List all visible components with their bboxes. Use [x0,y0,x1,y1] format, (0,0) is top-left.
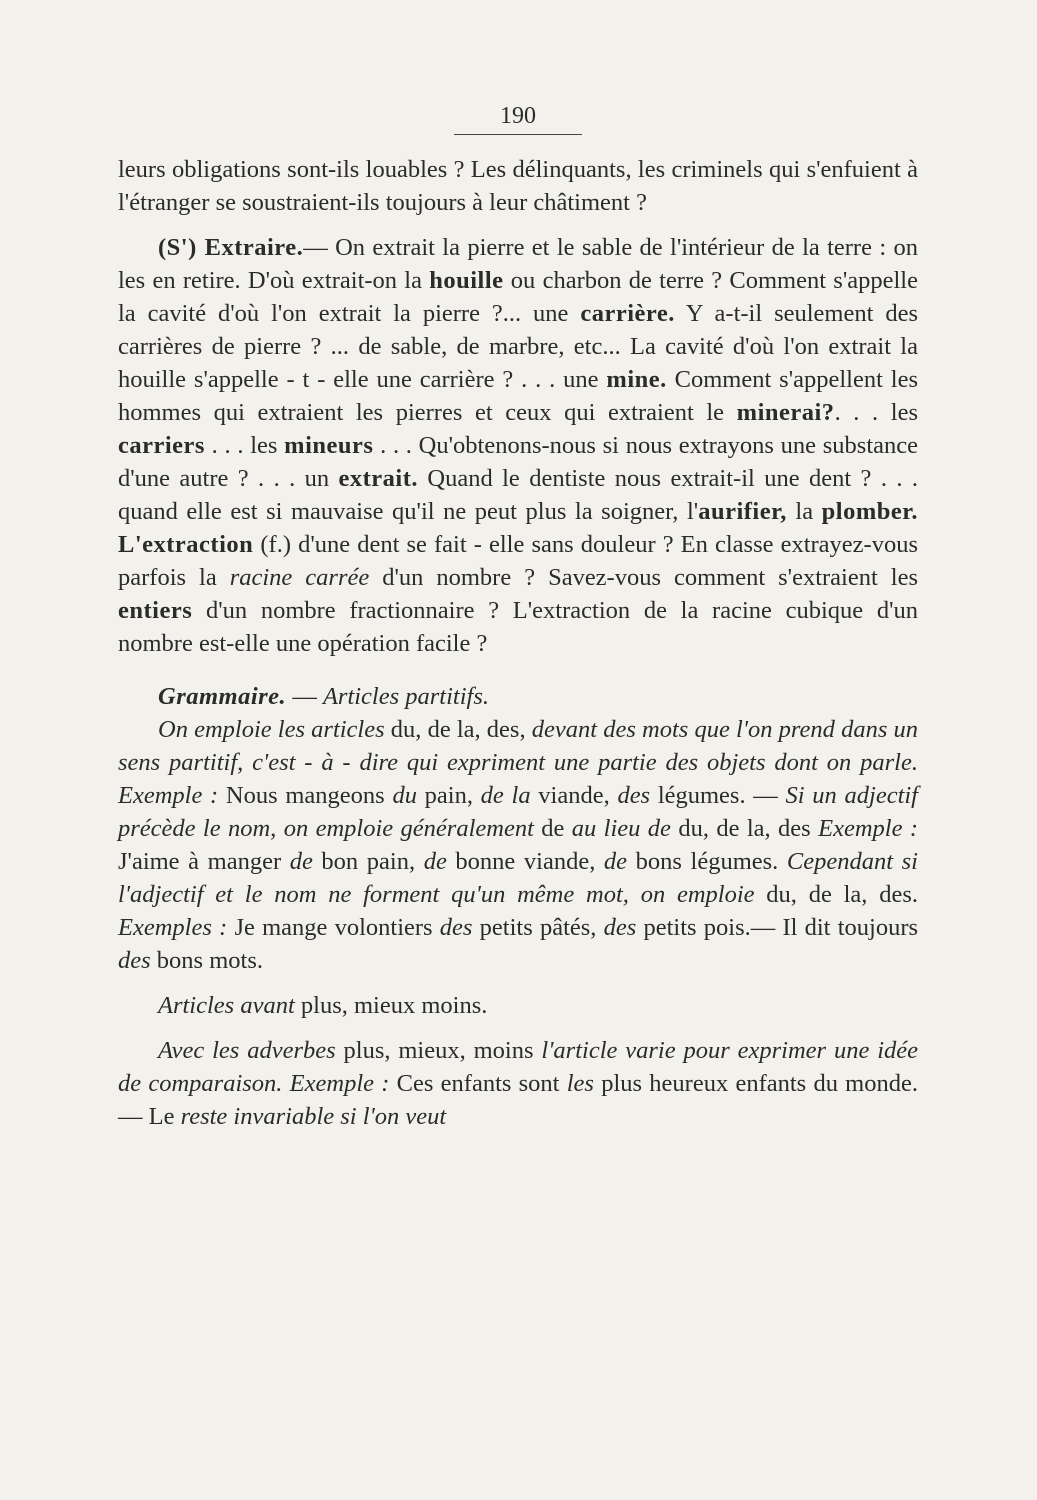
italic-run: de [603,848,628,875]
italic-run: l'article varie pour exprimer une idée de comparaison. Exemple : [118,1037,919,1097]
paragraph-articles-avant [118,989,918,1022]
text-run: du, de la, des [670,815,819,842]
text-run: J'aime à manger [118,848,290,875]
text-run: petits pois.— Il dit toujours [636,914,919,941]
text-run: d'un nombre fractionnaire ? L'extraction de la racine cubique d'un nombre est-elle une opération facile ? [118,597,918,657]
keyword: minerai? [736,399,835,426]
header-rule [454,134,582,135]
entry-heading: (S') Extraire. [158,234,304,261]
italic-run: de [289,848,313,875]
text-run: du, de la, des. [754,881,918,908]
keyword: carriers [118,432,205,459]
paragraph-extraire [118,231,918,660]
italic-run: Exemples : [118,914,228,941]
italic-run: des [118,947,151,974]
text-run: plus, mieux moins. [294,992,488,1019]
text-run: Nous mangeons [218,782,393,809]
italic-run: au lieu de [571,815,671,842]
paragraph-partitifs [118,713,918,977]
text-run: Je mange volontiers [227,914,440,941]
italic-run: des [603,914,637,941]
text-run: du, de la, des, [384,716,532,743]
keyword: aurifier, [698,498,787,525]
keyword: mineurs [284,432,374,459]
page-content [118,100,918,1133]
text-run: pain, [416,782,481,809]
paragraph-intro [118,153,918,219]
text-run: Ces enfants sont [389,1070,567,1097]
text-run: viande, [530,782,618,809]
italic-run: reste invariable si l'on veut [180,1103,447,1130]
text-run: bons légumes. [627,848,787,875]
italic-run: des [439,914,473,941]
text-run: . . . Qu'obtenons-nous si nous extrayons une substance d'une autre ? . . . un [118,432,919,492]
keyword: extrait. [338,465,419,492]
text-run: légumes. — [650,782,786,809]
text-run: — On extrait la pierre et le sable de l'intérieur de la terre : on les en retire. D'où extrait-on la [118,234,918,294]
text-run: Quand le dentiste nous extrait-il une dent ? . . . quand elle est si mauvaise qu'il ne peut plus la soigner, l' [118,465,918,525]
italic-run: de [423,848,447,875]
keyword: L'extraction [118,531,254,558]
italic-run: Avec les adverbes [158,1037,336,1064]
text-run: plus, mieux, moins [335,1037,542,1064]
text-run: bon pain, [312,848,424,875]
italic-run: Si un adjectif précède le nom, on emploie généralement [118,782,918,842]
italic-run: les [566,1070,594,1097]
text-run: bonne viande, [446,848,604,875]
italic-run: Articles avant [158,992,295,1019]
text-run: de [533,815,572,842]
paragraph-comparaison [118,1034,918,1133]
text-run: Comment s'appellent les hommes qui extraient les pierres et ceux qui extraient le [118,366,918,426]
text-run: — [286,683,323,710]
text-run: bons mots. [150,947,263,974]
italic-run: Cependant si l'adjectif et le nom ne forment qu'un même mot, on emploie [118,848,918,908]
text-run: ou charbon de terre ? Comment s'appelle la cavité d'où l'on extrait la pierre ?... une [118,267,918,327]
keyword: carrière. [580,300,675,327]
italic-term: racine carrée [229,564,370,591]
text-run: d'un nombre ? Savez-vous comment s'extraient les [369,564,919,591]
text-run: . . . les [834,399,918,426]
italic-run: de la [480,782,531,809]
section-heading: Grammaire. [158,683,287,710]
italic-run: du [392,782,417,809]
grammar-heading [118,680,918,713]
italic-run: Exemple : [818,815,918,842]
text-run: (f.) d'une dent se fait - elle sans douleur ? En classe extrayez-vous parfois la [118,531,918,591]
text-run: petits pâtés, [472,914,604,941]
section-subtitle: Articles partitifs. [322,683,489,710]
text-run: la [786,498,822,525]
text-run: . . . les [204,432,285,459]
keyword: mine. [606,366,667,393]
keyword: houille [429,267,504,294]
italic-run: des [617,782,651,809]
italic-run: devant des mots que l'on prend dans un sens partitif, c'est - à - dire qui expriment une partie des objets dont on parle. Exemple : [118,716,918,809]
text-run: Y a-t-il seulement des carrières de pierre ? ... de sable, de marbre, etc... La cavité d'où l'on extrait la houille s'appelle - t - elle une carrière ? . . . une [118,300,918,393]
text-run: plus heureux enfants du monde.— Le [118,1070,918,1130]
page-number: 190 [500,103,536,129]
text-run: leurs obligations sont-ils louables ? Les délinquants, les criminels qui s'enfuient à l'étranger se soustraient-ils toujours à leur châtiment ? [118,156,918,216]
italic-run: On emploie les articles [158,716,385,743]
keyword: entiers [118,597,193,624]
keyword: plomber. [821,498,918,525]
